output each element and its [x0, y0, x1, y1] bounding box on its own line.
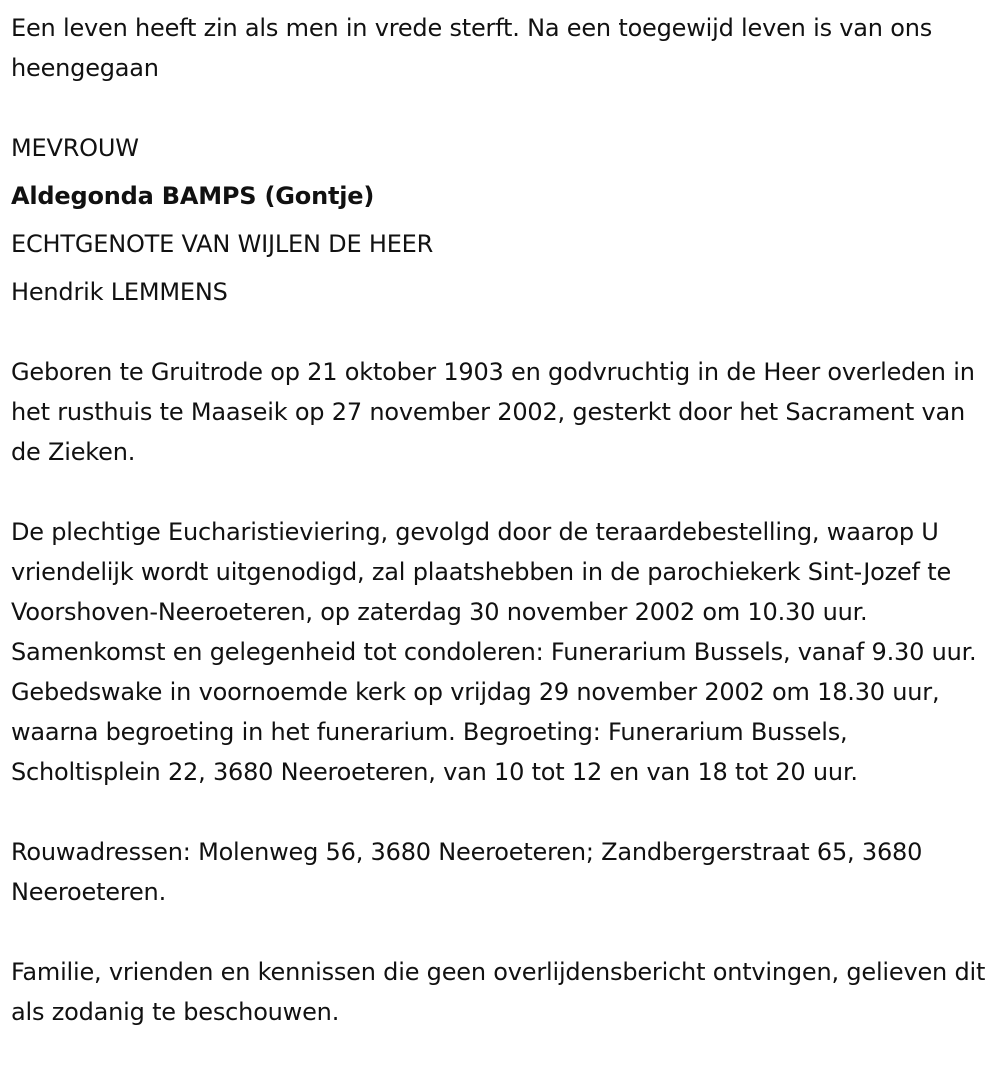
deceased-name: Aldegonda BAMPS (Gontje) [11, 182, 375, 210]
spouse-name: Hendrik LEMMENS [11, 278, 228, 306]
ceremony-paragraph: De plechtige Eucharistieviering, gevolgd door de teraardebestelling, waarop U vriendelijk wordt uitgenodigd, zal plaatshebben in de parochiekerk Sint-Jozef te Voorshoven-Neeroeteren, op zaterdag 30 november 2002 om 10.30 uur. Samenkomst en gelegenheid tot condoleren: Funerarium Bussels, vanaf 9.30 uur. Gebedswake in voornoemde kerk op vrijdag 29 november 2002 om 18.30 uur, waarna begroeting in het funerarium. Begroeting: Funerarium Bussels, Scholtisplein 22, 3680 Neeroeteren, van 10 tot 12 en van 18 tot 20 uur. [11, 518, 977, 786]
intro-text: Een leven heeft zin als men in vrede sterft. Na een toegewijd leven is van ons heengegaan [11, 14, 933, 82]
salutation: MEVROUW [11, 134, 139, 162]
birth-death-paragraph: Geboren te Gruitrode op 21 oktober 1903 en godvruchtig in de Heer overleden in het rusthuis te Maaseik op 27 november 2002, gesterkt door het Sacrament van de Zieken. [11, 358, 975, 466]
spouse-prefix: ECHTGENOTE VAN WIJLEN DE HEER [11, 230, 434, 258]
closing-paragraph: Familie, vrienden en kennissen die geen overlijdensbericht ontvingen, gelieven dit als zodanig te beschouwen. [11, 958, 986, 1026]
addresses-paragraph: Rouwadressen: Molenweg 56, 3680 Neeroeteren; Zandbergerstraat 65, 3680 Neeroeteren. [11, 838, 923, 906]
obituary-notice [11, 8, 993, 1032]
